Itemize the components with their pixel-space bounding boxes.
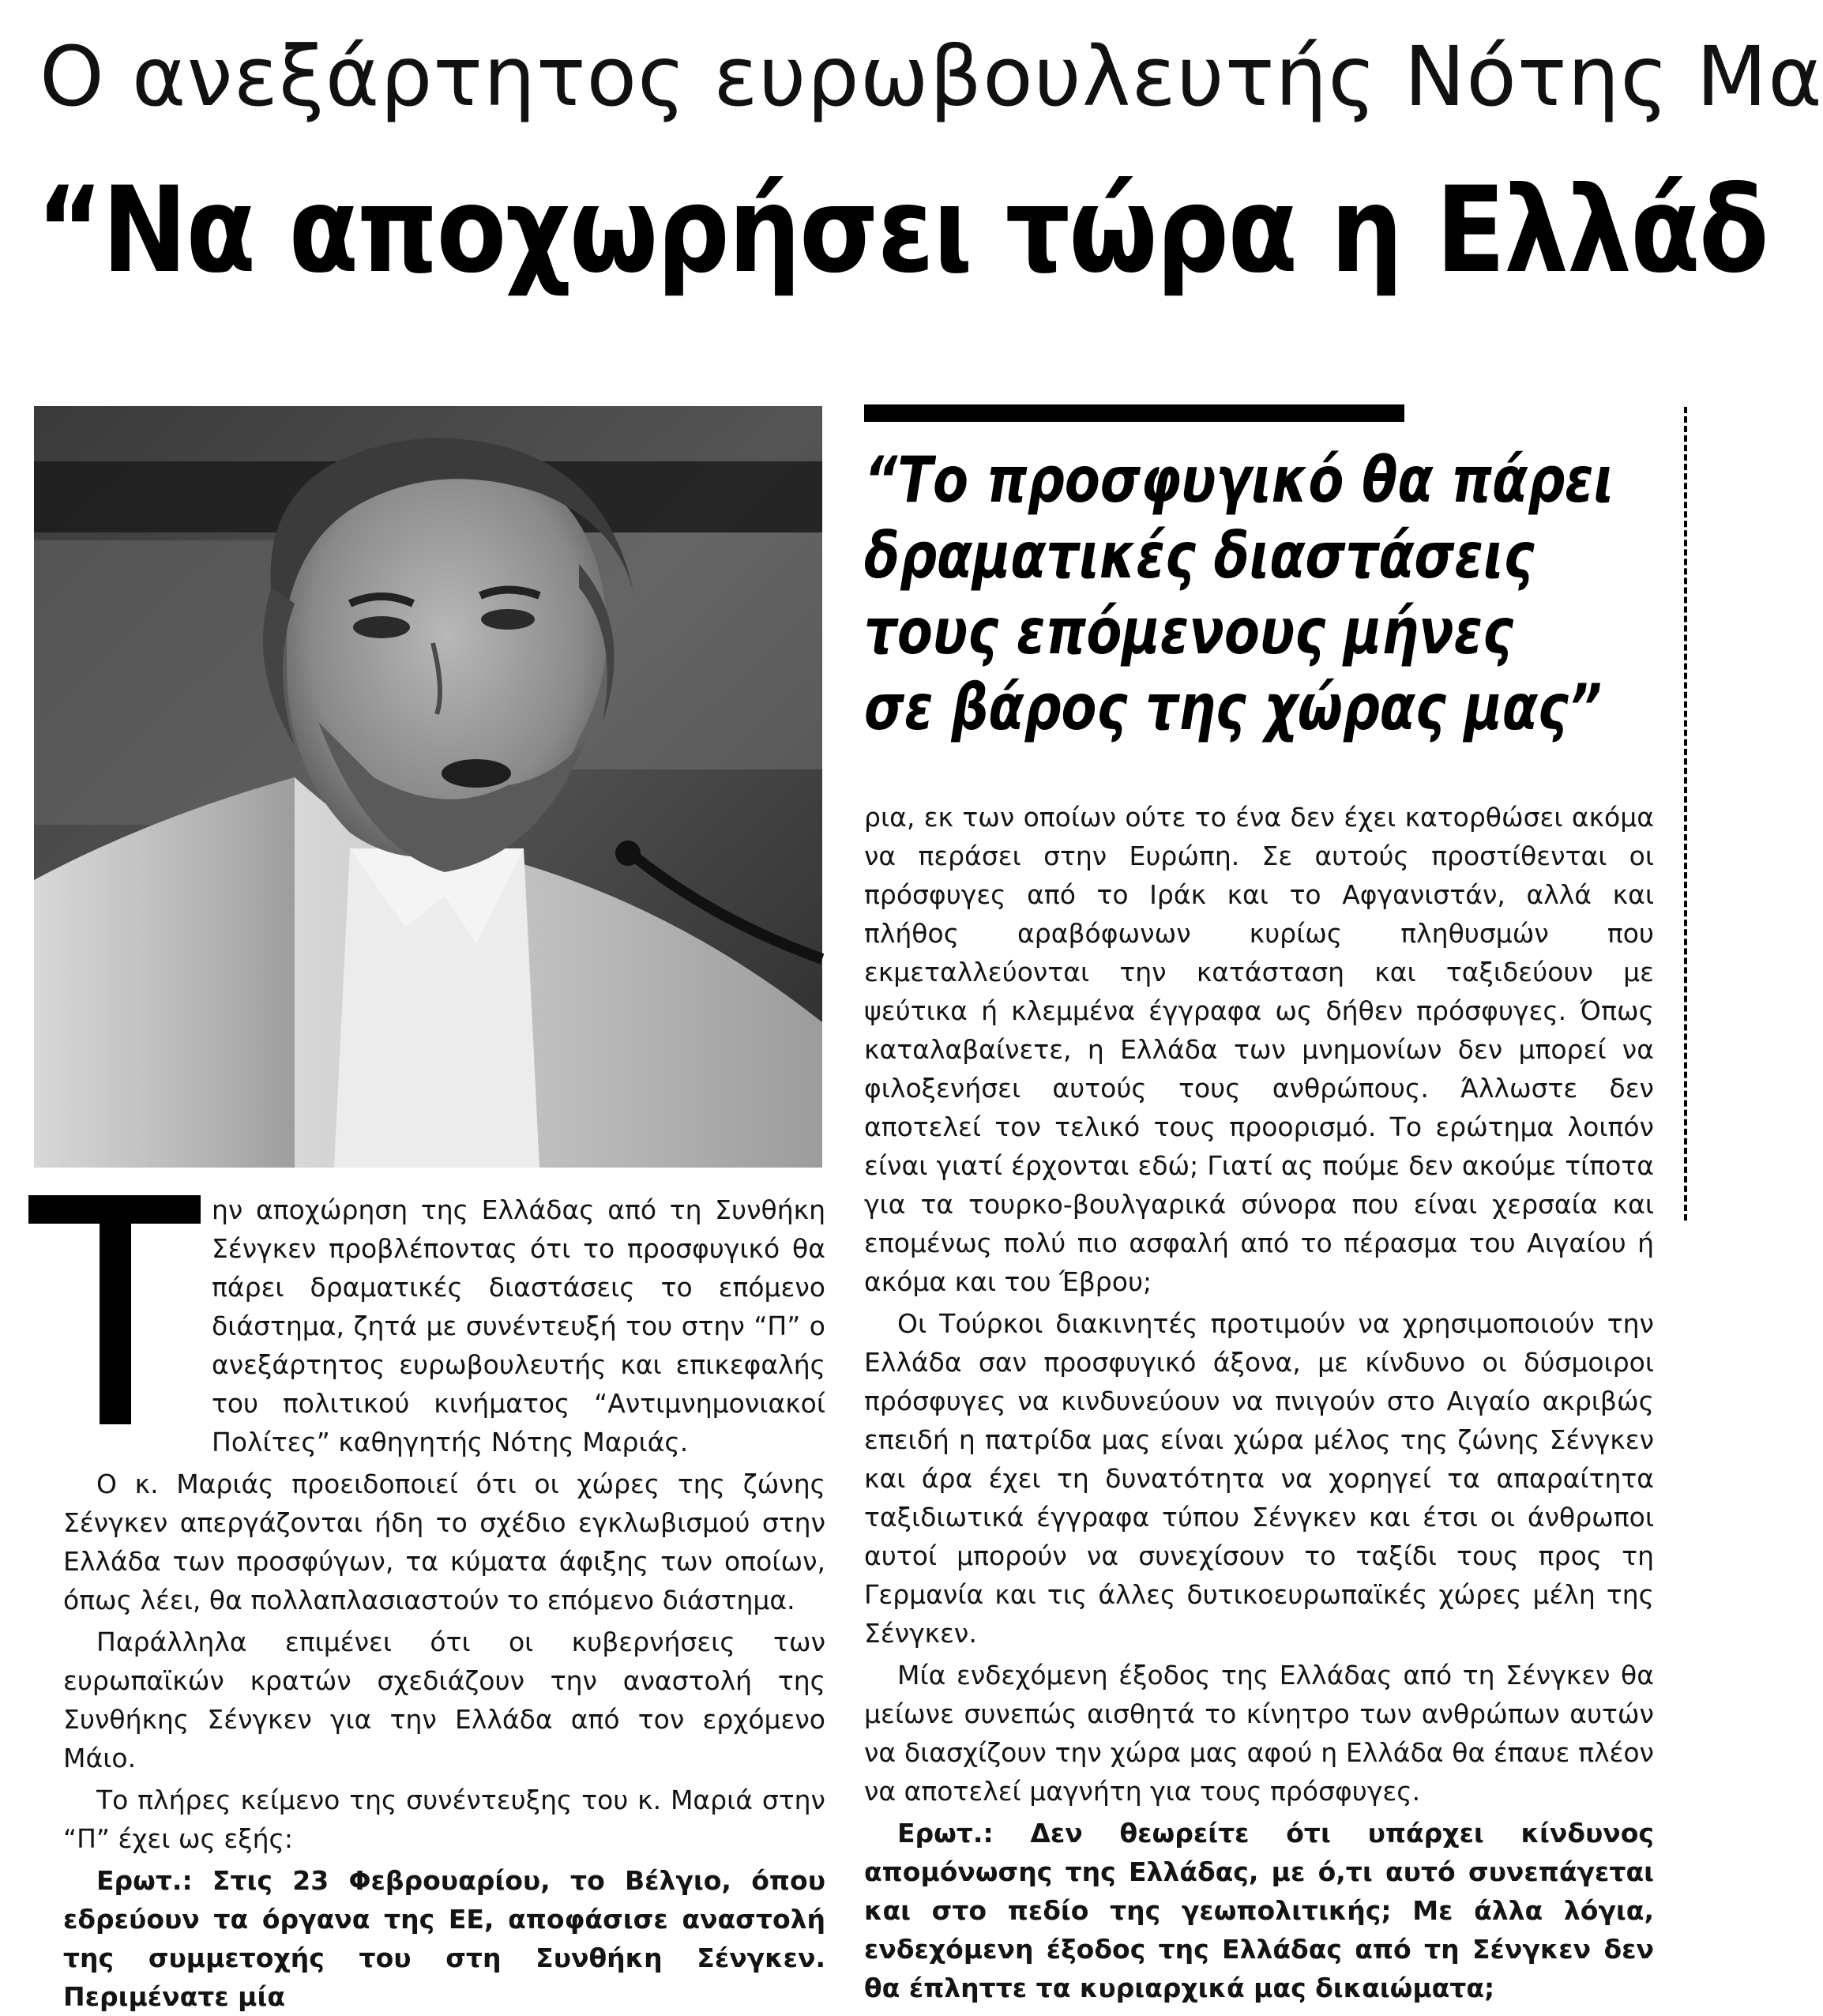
portrait-illustration — [34, 406, 822, 1168]
article-column-left — [63, 1190, 825, 2012]
continuation-paragraph: ρια, εκ των οποίων ούτε το ένα δεν έχει κατορθώσει ακόμα να περάσει στην Ευρώπη. Σε αυτούς προστίθενται οι πρόσφυγες από το Ιράκ και το Αφγανιστάν, αλλά και πλήθος αραβόφωνων κυρίως πληθυσμών που εκμεταλλεύονται την κατάσταση και ταξιδεύουν με ψεύτικα ή κλεμμένα έγγραφα ως δήθεν πρόσφυγες. Όπως καταλαβαίνετε, η Ελλάδα των μνημονίων δεν μπορεί να φιλοξενήσει αυτούς τους ανθρώπους. Άλλωστε δεν αποτελεί τον τελικό τους προορισμό. Το ερώτημα λοιπόν είναι γιατί έρχονται εδώ; Γιατί ας πούμε δεν ακούμε τίποτα για τα τουρκο-βουλγαρικά σύνορα που είναι χερσαία και επομένως πολύ πιο ασφαλή από το πέρασμα του Αιγαίου ή ακόμα και του Έβρου; — [864, 802, 1654, 1297]
interview-question: Ερωτ.: Στις 23 Φεβρουαρίου, το Βέλγιο, όπου εδρεύουν τα όργανα της ΕΕ, αποφάσισε αναστολή της συμμετοχής του στη Συνθήκη Σένγκεν. Περιμένατε μία — [63, 1865, 825, 2012]
portrait-photo — [34, 406, 822, 1168]
lead-paragraph: ην αποχώρηση της Ελλάδας από τη Συνθήκη Σένγκεν προβλέποντας ότι το προσφυγικό θα πάρει δραματικές διαστάσεις το επόμενο διάστημα, ζητά με συνέντευξή του στην “Π” ο ανεξάρτητος ευρωβουλευτής και επικεφαλής του πολιτικού κινήματος “Αντιμνημονιακοί Πολίτες” καθηγητής Νότης Μαριάς. — [212, 1194, 825, 1457]
headline: “Να αποχωρήσει τώρα η Ελλάδ — [36, 162, 1768, 299]
article-column-right — [864, 798, 1654, 2003]
pull-quote-line-3: τους επόμενους μήνες — [864, 595, 1514, 668]
kicker-title: Ο ανεξάρτητος ευρωβουλευτής Νότης Μα — [39, 28, 1823, 125]
pull-quote-line-1: “Το προσφυγικό θα πάρει — [864, 443, 1614, 517]
pull-quote — [864, 442, 1678, 746]
pull-quote-line-2: δραματικές διαστάσεις — [864, 519, 1535, 592]
column-separator — [1684, 407, 1690, 1221]
pull-quote-rule — [864, 404, 1404, 422]
body-paragraph: Οι Τούρκοι διακινητές προτιμούν να χρησιμοποιούν την Ελλάδα σαν προσφυγικό άξονα, με κίνδυνο οι δύσμοιροι πρόσφυγες να κινδυνεύουν να πνιγούν στο Αιγαίο ακριβώς επειδή η πατρίδα μας είναι χώρα μέλος της ζώνης Σένγκεν και άρα έχει τη δυνατότητα να χορηγεί τα απαραίτητα ταξιδιωτικά έγγραφα τύπου Σένγκεν και έτσι οι άνθρωποι αυτοί μπορούν να συνεχίσουν το ταξίδι τους προς τη Γερμανία και τις άλλες δυτικοευρωπαϊκές χώρες μέλη της Σένγκεν. — [864, 1308, 1654, 1649]
body-paragraph: Παράλληλα επιμένει ότι οι κυβερνήσεις των ευρωπαϊκών κρατών σχεδιάζουν την αναστολή της Συνθήκης Σένγκεν για την Ελλάδα από τον ερχόμενο Μάιο. — [63, 1627, 825, 1773]
pull-quote-line-4: σε βάρος της χώρας μας” — [864, 671, 1603, 744]
drop-cap — [28, 1195, 201, 1424]
interview-question: Ερωτ.: Δεν θεωρείτε ότι υπάρχει κίνδυνος απομόνωσης της Ελλάδας, με ό,τι αυτό συνεπάγεται και στο πεδίο της γεωπολιτικής; Με άλλα λόγια, ενδεχόμενη έξοδος της Ελλάδας από τη Σένγκεν δεν θα έπληττε τα κυριαρχικά μας δικαιώματα; — [864, 1818, 1654, 2003]
body-paragraph: Το πλήρες κείμενο της συνέντευξης του κ. Μαριά στην “Π” έχει ως εξής: — [63, 1785, 825, 1854]
body-paragraph: Ο κ. Μαριάς προειδοποιεί ότι οι χώρες της ζώνης Σένγκεν απεργάζονται ήδη το σχέδιο εγκλωβισμού στην Ελλάδα των προσφύγων, τα κύματα άφιξης των οποίων, όπως λέει, θα πολλαπλασιαστούν το επόμενο διάστημα. — [63, 1469, 825, 1615]
body-paragraph: Μία ενδεχόμενη έξοδος της Ελλάδας από τη Σένγκεν θα μείωνε συνεπώς αισθητά το κίνητρο των ανθρώπων αυτών να διασχίζουν την χώρα μας αφού η Ελλάδα θα έπαυε πλέον να αποτελεί μαγνήτη για τους πρόσφυγες. — [864, 1660, 1654, 1807]
